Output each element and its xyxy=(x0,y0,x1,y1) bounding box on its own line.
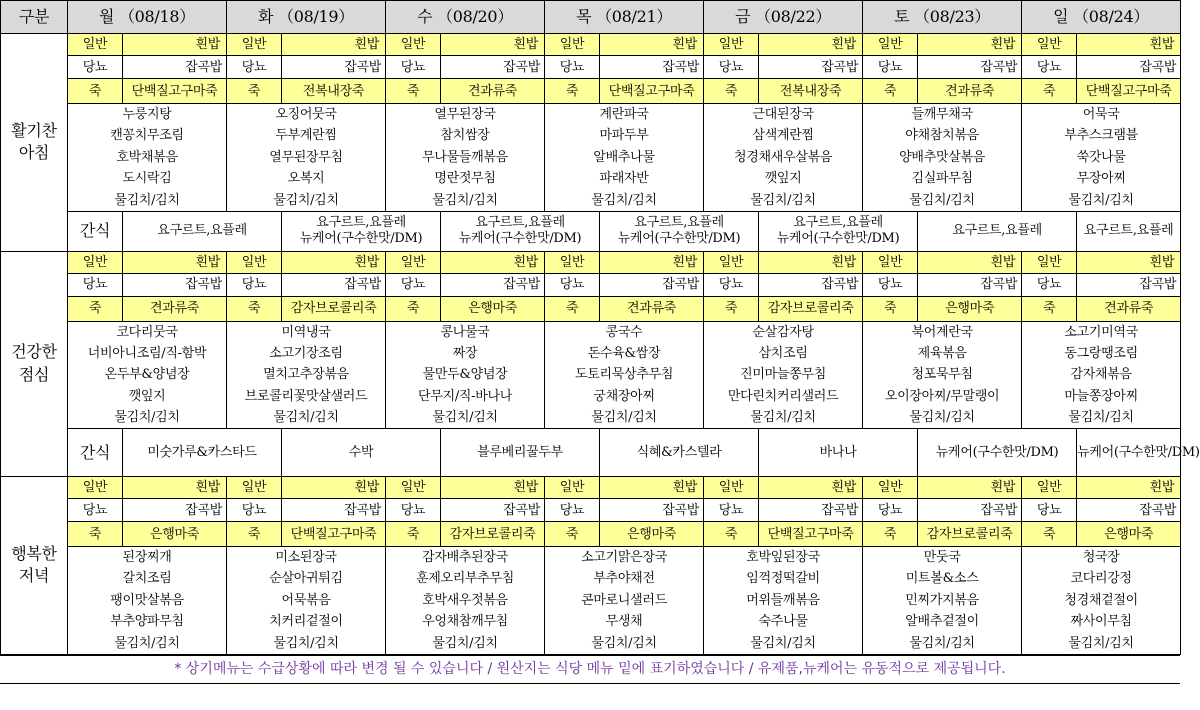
breakfast-porridge: 견과류죽 xyxy=(918,79,1022,104)
label-multigrain: 잡곡밥 xyxy=(441,56,545,79)
dinner-porridge: 단백질고구마죽 xyxy=(282,522,386,547)
label-normal: 일반 xyxy=(863,477,918,499)
label-white-rice: 흰밥 xyxy=(441,34,545,56)
header-category: 구분 xyxy=(1,1,68,34)
label-white-rice: 흰밥 xyxy=(759,477,863,499)
breakfast-dish: 열무된장국 xyxy=(386,104,545,126)
snack1-item xyxy=(282,211,441,251)
snack2-item: 블루베리꿀두부 xyxy=(441,429,600,477)
lunch-dish: 오이장아찌/무말랭이 xyxy=(863,386,1022,408)
lunch-porridge: 감자브로콜리죽 xyxy=(759,296,863,321)
label-porridge: 죽 xyxy=(545,79,600,104)
dinner-dish: 임꺽정떡갈비 xyxy=(704,568,863,590)
lunch-dish: 물김치/김치 xyxy=(227,407,386,429)
lunch-porridge: 견과류죽 xyxy=(123,296,227,321)
label-white-rice: 흰밥 xyxy=(918,34,1022,56)
lunch-dish: 마늘쫑장아찌 xyxy=(1022,386,1181,408)
dinner-dish: 물김치/김치 xyxy=(1022,633,1181,655)
snack1-item xyxy=(918,211,1077,251)
label-diabetic: 당뇨 xyxy=(1022,273,1077,296)
snack2-item: 뉴케어(구수한맛/DM) xyxy=(918,429,1077,477)
lunch-dish: 북어계란국 xyxy=(863,321,1022,343)
breakfast-dish: 근대된장국 xyxy=(704,104,863,126)
dinner-dish: 콘마로니샐러드 xyxy=(545,590,704,612)
dinner-dish: 우엉채참깨무침 xyxy=(386,611,545,633)
label-normal: 일반 xyxy=(1022,34,1077,56)
snack1-item-line: 뉴케어(구수한맛/DM) xyxy=(299,231,423,246)
lunch-dish: 감자채볶음 xyxy=(1022,364,1181,386)
label-multigrain: 잡곡밥 xyxy=(123,273,227,296)
dinner-dish: 미소된장국 xyxy=(227,547,386,569)
label-multigrain: 잡곡밥 xyxy=(1077,56,1181,79)
lunch-dish: 멸치고추장볶음 xyxy=(227,364,386,386)
label-white-rice: 흰밥 xyxy=(1077,251,1181,273)
lunch-dish: 너비아니조림/직-함박 xyxy=(68,343,227,365)
lunch-dish: 단무지/직-바나나 xyxy=(386,386,545,408)
label-normal: 일반 xyxy=(1022,477,1077,499)
dinner-dish: 숙주나물 xyxy=(704,611,863,633)
snack2-item: 바나나 xyxy=(759,429,918,477)
label-porridge: 죽 xyxy=(227,79,282,104)
label-diabetic: 당뇨 xyxy=(863,499,918,522)
day-header: 목 （08/21） xyxy=(545,1,704,34)
lunch-dish: 물만두&양념장 xyxy=(386,364,545,386)
label-multigrain: 잡곡밥 xyxy=(600,273,704,296)
breakfast-dish: 쑥갓나물 xyxy=(1022,147,1181,169)
label-porridge: 죽 xyxy=(68,296,123,321)
label-normal: 일반 xyxy=(545,251,600,273)
dinner-title-line: 행복한 xyxy=(11,543,57,563)
label-porridge: 죽 xyxy=(1022,296,1077,321)
dinner-dish: 된장찌개 xyxy=(68,547,227,569)
label-white-rice: 흰밥 xyxy=(918,251,1022,273)
snack1-item-line: 뉴케어(구수한맛/DM) xyxy=(617,231,741,246)
dinner-dish: 훈제오리부추무침 xyxy=(386,568,545,590)
breakfast-dish: 들깨무채국 xyxy=(863,104,1022,126)
day-header: 수 （08/20） xyxy=(386,1,545,34)
snack1-item-line: 요구르트,요플레 xyxy=(157,222,247,238)
dinner-dish: 만둣국 xyxy=(863,547,1022,569)
label-multigrain: 잡곡밥 xyxy=(918,499,1022,522)
label-porridge: 죽 xyxy=(1022,522,1077,547)
lunch-dish: 물김치/김치 xyxy=(704,407,863,429)
label-multigrain: 잡곡밥 xyxy=(759,56,863,79)
lunch-dish: 물김치/김치 xyxy=(545,407,704,429)
snack1-item xyxy=(1077,211,1181,251)
lunch-dish: 진미마늘쫑무침 xyxy=(704,364,863,386)
breakfast-dish: 물김치/김치 xyxy=(545,190,704,212)
label-porridge: 죽 xyxy=(1022,79,1077,104)
label-multigrain: 잡곡밥 xyxy=(282,56,386,79)
label-normal: 일반 xyxy=(227,251,282,273)
label-multigrain: 잡곡밥 xyxy=(600,56,704,79)
label-porridge: 죽 xyxy=(68,522,123,547)
label-normal: 일반 xyxy=(68,34,123,56)
breakfast-dish: 김실파무침 xyxy=(863,168,1022,190)
lunch-dish: 콩국수 xyxy=(545,321,704,343)
lunch-title-line: 건강한 xyxy=(11,342,57,362)
lunch-dish: 물김치/김치 xyxy=(68,407,227,429)
label-porridge: 죽 xyxy=(386,296,441,321)
breakfast-dish: 청경채새우살볶음 xyxy=(704,147,863,169)
breakfast-dish: 두부계란찜 xyxy=(227,125,386,147)
label-white-rice: 흰밥 xyxy=(1077,34,1181,56)
breakfast-dish: 도시락김 xyxy=(68,168,227,190)
breakfast-porridge: 단백질고구마죽 xyxy=(1077,79,1181,104)
lunch-dish: 코다리뭇국 xyxy=(68,321,227,343)
breakfast-porridge: 단백질고구마죽 xyxy=(600,79,704,104)
label-multigrain: 잡곡밥 xyxy=(282,499,386,522)
label-multigrain: 잡곡밥 xyxy=(123,56,227,79)
dinner-title xyxy=(1,477,68,655)
label-diabetic: 당뇨 xyxy=(545,273,600,296)
label-multigrain: 잡곡밥 xyxy=(918,56,1022,79)
label-diabetic: 당뇨 xyxy=(386,273,441,296)
label-normal: 일반 xyxy=(227,34,282,56)
lunch-porridge: 견과류죽 xyxy=(600,296,704,321)
label-porridge: 죽 xyxy=(863,79,918,104)
lunch-dish: 도토리묵상추무침 xyxy=(545,364,704,386)
label-normal: 일반 xyxy=(704,477,759,499)
label-multigrain: 잡곡밥 xyxy=(282,273,386,296)
snack1-item-line: 뉴케어(구수한맛/DM) xyxy=(776,231,900,246)
breakfast-dish: 삼색계란찜 xyxy=(704,125,863,147)
label-diabetic: 당뇨 xyxy=(68,499,123,522)
label-diabetic: 당뇨 xyxy=(68,56,123,79)
breakfast-dish: 물김치/김치 xyxy=(863,190,1022,212)
lunch-dish: 소고기미역국 xyxy=(1022,321,1181,343)
dinner-dish: 코다리강정 xyxy=(1022,568,1181,590)
dinner-dish: 호박잎된장국 xyxy=(704,547,863,569)
label-white-rice: 흰밥 xyxy=(441,477,545,499)
dinner-dish: 물김치/김치 xyxy=(386,633,545,655)
breakfast-porridge: 단백질고구마죽 xyxy=(123,79,227,104)
breakfast-dish: 무장아찌 xyxy=(1022,168,1181,190)
breakfast-dish: 알배추나물 xyxy=(545,147,704,169)
dinner-porridge: 단백질고구마죽 xyxy=(759,522,863,547)
dinner-dish: 소고기맑은장국 xyxy=(545,547,704,569)
label-normal: 일반 xyxy=(545,34,600,56)
label-diabetic: 당뇨 xyxy=(863,273,918,296)
label-diabetic: 당뇨 xyxy=(704,499,759,522)
label-white-rice: 흰밥 xyxy=(1077,477,1181,499)
label-normal: 일반 xyxy=(1022,251,1077,273)
label-normal: 일반 xyxy=(704,34,759,56)
snack1-item-line: 뉴케어(구수한맛/DM) xyxy=(458,231,582,246)
dinner-dish: 물김치/김치 xyxy=(863,633,1022,655)
dinner-dish: 물김치/김치 xyxy=(545,633,704,655)
label-porridge: 죽 xyxy=(545,522,600,547)
dinner-dish: 부추야채전 xyxy=(545,568,704,590)
breakfast-title xyxy=(1,34,68,252)
breakfast-dish: 물김치/김치 xyxy=(1022,190,1181,212)
breakfast-dish: 깻잎지 xyxy=(704,168,863,190)
label-diabetic: 당뇨 xyxy=(545,499,600,522)
lunch-dish: 물김치/김치 xyxy=(386,407,545,429)
breakfast-porridge: 전복내장죽 xyxy=(282,79,386,104)
dinner-dish: 물김치/김치 xyxy=(68,633,227,655)
label-porridge: 죽 xyxy=(68,79,123,104)
label-normal: 일반 xyxy=(227,477,282,499)
breakfast-dish: 파래자반 xyxy=(545,168,704,190)
day-header: 토 （08/23） xyxy=(863,1,1022,34)
lunch-porridge: 견과류죽 xyxy=(1077,296,1181,321)
breakfast-dish: 참치쌈장 xyxy=(386,125,545,147)
lunch-dish: 돈수육&쌈장 xyxy=(545,343,704,365)
dinner-porridge: 감자브로콜리죽 xyxy=(441,522,545,547)
dinner-dish: 팽이맛살볶음 xyxy=(68,590,227,612)
label-normal: 일반 xyxy=(386,477,441,499)
snack1-item xyxy=(441,211,600,251)
label-porridge: 죽 xyxy=(704,296,759,321)
dinner-dish: 짜사이무침 xyxy=(1022,611,1181,633)
breakfast-dish: 양배추맛살볶음 xyxy=(863,147,1022,169)
breakfast-dish: 계란파국 xyxy=(545,104,704,126)
label-diabetic: 당뇨 xyxy=(1022,499,1077,522)
label-porridge: 죽 xyxy=(386,522,441,547)
snack2-title: 간식 xyxy=(68,429,123,477)
dinner-dish: 머위들깨볶음 xyxy=(704,590,863,612)
lunch-dish: 물김치/김치 xyxy=(863,407,1022,429)
breakfast-dish: 캔꽁치무조림 xyxy=(68,125,227,147)
snack1-item xyxy=(759,211,918,251)
label-multigrain: 잡곡밥 xyxy=(918,273,1022,296)
label-white-rice: 흰밥 xyxy=(759,251,863,273)
snack1-item xyxy=(600,211,759,251)
breakfast-dish: 호박채볶음 xyxy=(68,147,227,169)
snack1-item-line: 요구르트,요플레 xyxy=(793,214,883,230)
breakfast-dish: 야채참치볶음 xyxy=(863,125,1022,147)
breakfast-dish: 오복지 xyxy=(227,168,386,190)
footer-note: * 상기메뉴는 수급상황에 따라 변경 될 수 있습니다 / 원산지는 식당 메뉴 밑에 표기하였습니다 / 유제품,뉴케어는 유동적으로 제공됩니다. xyxy=(0,655,1180,684)
snack1-item-line: 요구르트,요플레 xyxy=(952,222,1042,238)
label-diabetic: 당뇨 xyxy=(863,56,918,79)
lunch-dish: 소고기장조림 xyxy=(227,343,386,365)
lunch-dish: 순살감자탕 xyxy=(704,321,863,343)
lunch-porridge: 은행마죽 xyxy=(918,296,1022,321)
dinner-dish: 물김치/김치 xyxy=(227,633,386,655)
label-normal: 일반 xyxy=(863,251,918,273)
breakfast-dish: 부추스크램블 xyxy=(1022,125,1181,147)
day-header: 월 （08/18） xyxy=(68,1,227,34)
label-white-rice: 흰밥 xyxy=(600,477,704,499)
day-header: 일 （08/24） xyxy=(1022,1,1181,34)
dinner-dish: 부추양파무침 xyxy=(68,611,227,633)
breakfast-dish: 오징어뭇국 xyxy=(227,104,386,126)
label-multigrain: 잡곡밥 xyxy=(1077,273,1181,296)
label-white-rice: 흰밥 xyxy=(441,251,545,273)
label-diabetic: 당뇨 xyxy=(386,499,441,522)
label-porridge: 죽 xyxy=(545,296,600,321)
dinner-dish: 물김치/김치 xyxy=(704,633,863,655)
lunch-dish: 온두부&양념장 xyxy=(68,364,227,386)
label-diabetic: 당뇨 xyxy=(545,56,600,79)
label-normal: 일반 xyxy=(545,477,600,499)
label-diabetic: 당뇨 xyxy=(68,273,123,296)
day-header: 금 （08/22） xyxy=(704,1,863,34)
breakfast-dish: 무나물들깨볶음 xyxy=(386,147,545,169)
lunch-dish: 청포묵무침 xyxy=(863,364,1022,386)
label-porridge: 죽 xyxy=(704,79,759,104)
label-porridge: 죽 xyxy=(863,296,918,321)
label-diabetic: 당뇨 xyxy=(227,56,282,79)
label-multigrain: 잡곡밥 xyxy=(759,499,863,522)
label-white-rice: 흰밥 xyxy=(282,477,386,499)
dinner-dish: 감자배추된장국 xyxy=(386,547,545,569)
lunch-title-line: 점심 xyxy=(18,364,50,384)
snack2-item: 식혜&카스텔라 xyxy=(600,429,759,477)
label-diabetic: 당뇨 xyxy=(704,56,759,79)
snack1-item-line: 요구르트,요플레 xyxy=(634,214,724,230)
day-header: 화 （08/19） xyxy=(227,1,386,34)
label-diabetic: 당뇨 xyxy=(227,499,282,522)
breakfast-dish: 물김치/김치 xyxy=(704,190,863,212)
snack2-item: 미숫가루&카스타드 xyxy=(123,429,282,477)
label-porridge: 죽 xyxy=(227,522,282,547)
label-porridge: 죽 xyxy=(704,522,759,547)
label-multigrain: 잡곡밥 xyxy=(759,273,863,296)
breakfast-dish: 열무된장무침 xyxy=(227,147,386,169)
dinner-dish: 순살아귀튀김 xyxy=(227,568,386,590)
lunch-dish: 물김치/김치 xyxy=(1022,407,1181,429)
label-white-rice: 흰밥 xyxy=(123,34,227,56)
label-white-rice: 흰밥 xyxy=(123,477,227,499)
label-multigrain: 잡곡밥 xyxy=(600,499,704,522)
label-white-rice: 흰밥 xyxy=(123,251,227,273)
lunch-dish: 미역냉국 xyxy=(227,321,386,343)
lunch-dish: 콩나물국 xyxy=(386,321,545,343)
breakfast-dish: 마파두부 xyxy=(545,125,704,147)
breakfast-dish: 어묵국 xyxy=(1022,104,1181,126)
dinner-porridge: 은행마죽 xyxy=(1077,522,1181,547)
snack2-item: 수박 xyxy=(282,429,441,477)
lunch-porridge: 감자브로콜리죽 xyxy=(282,296,386,321)
dinner-dish: 무생채 xyxy=(545,611,704,633)
dinner-dish: 민찌가지볶음 xyxy=(863,590,1022,612)
breakfast-dish: 명란젓무침 xyxy=(386,168,545,190)
label-white-rice: 흰밥 xyxy=(600,34,704,56)
dinner-dish: 미트볼&소스 xyxy=(863,568,1022,590)
label-diabetic: 당뇨 xyxy=(386,56,441,79)
breakfast-title-line: 활기찬 xyxy=(11,120,57,140)
label-porridge: 죽 xyxy=(386,79,441,104)
label-multigrain: 잡곡밥 xyxy=(123,499,227,522)
lunch-dish: 깻잎지 xyxy=(68,386,227,408)
dinner-dish: 청국장 xyxy=(1022,547,1181,569)
label-porridge: 죽 xyxy=(863,522,918,547)
label-normal: 일반 xyxy=(68,251,123,273)
dinner-dish: 알배추겉절이 xyxy=(863,611,1022,633)
label-white-rice: 흰밥 xyxy=(282,251,386,273)
label-white-rice: 흰밥 xyxy=(759,34,863,56)
lunch-title xyxy=(1,251,68,477)
lunch-dish: 만다린치커리샐러드 xyxy=(704,386,863,408)
dinner-dish: 갈치조림 xyxy=(68,568,227,590)
snack1-item-line: 요구르트,요플레 xyxy=(1083,222,1174,238)
label-white-rice: 흰밥 xyxy=(282,34,386,56)
label-normal: 일반 xyxy=(863,34,918,56)
dinner-dish: 어묵볶음 xyxy=(227,590,386,612)
lunch-porridge: 은행마죽 xyxy=(441,296,545,321)
label-white-rice: 흰밥 xyxy=(600,251,704,273)
dinner-dish: 청경채겉절이 xyxy=(1022,590,1181,612)
dinner-dish: 호박새우젓볶음 xyxy=(386,590,545,612)
breakfast-dish: 누룽지탕 xyxy=(68,104,227,126)
label-multigrain: 잡곡밥 xyxy=(1077,499,1181,522)
dinner-dish: 치커리겉절이 xyxy=(227,611,386,633)
snack2-item: 뉴케어(구수한맛/DM) xyxy=(1077,429,1181,477)
label-normal: 일반 xyxy=(386,34,441,56)
lunch-dish: 브로콜리꽃맛살샐러드 xyxy=(227,386,386,408)
dinner-porridge: 은행마죽 xyxy=(600,522,704,547)
breakfast-dish: 물김치/김치 xyxy=(227,190,386,212)
label-multigrain: 잡곡밥 xyxy=(441,273,545,296)
breakfast-dish: 물김치/김치 xyxy=(68,190,227,212)
label-diabetic: 당뇨 xyxy=(1022,56,1077,79)
label-normal: 일반 xyxy=(68,477,123,499)
snack1-item-line: 요구르트,요플레 xyxy=(475,214,565,230)
snack1-title: 간식 xyxy=(68,211,123,251)
dinner-porridge: 은행마죽 xyxy=(123,522,227,547)
lunch-dish: 동그랑땡조림 xyxy=(1022,343,1181,365)
label-diabetic: 당뇨 xyxy=(704,273,759,296)
snack1-item-line: 요구르트,요플레 xyxy=(316,214,406,230)
label-diabetic: 당뇨 xyxy=(227,273,282,296)
lunch-dish: 제육볶음 xyxy=(863,343,1022,365)
lunch-dish: 짜장 xyxy=(386,343,545,365)
dinner-porridge: 감자브로콜리죽 xyxy=(918,522,1022,547)
lunch-dish: 삼치조림 xyxy=(704,343,863,365)
label-white-rice: 흰밥 xyxy=(918,477,1022,499)
snack1-item xyxy=(123,211,282,251)
lunch-dish: 궁채장아찌 xyxy=(545,386,704,408)
dinner-title-line: 저녁 xyxy=(18,566,50,586)
breakfast-porridge: 전복내장죽 xyxy=(759,79,863,104)
label-normal: 일반 xyxy=(386,251,441,273)
breakfast-dish: 물김치/김치 xyxy=(386,190,545,212)
label-normal: 일반 xyxy=(704,251,759,273)
label-porridge: 죽 xyxy=(227,296,282,321)
breakfast-porridge: 견과류죽 xyxy=(441,79,545,104)
breakfast-title-line: 아침 xyxy=(18,143,50,163)
label-multigrain: 잡곡밥 xyxy=(441,499,545,522)
